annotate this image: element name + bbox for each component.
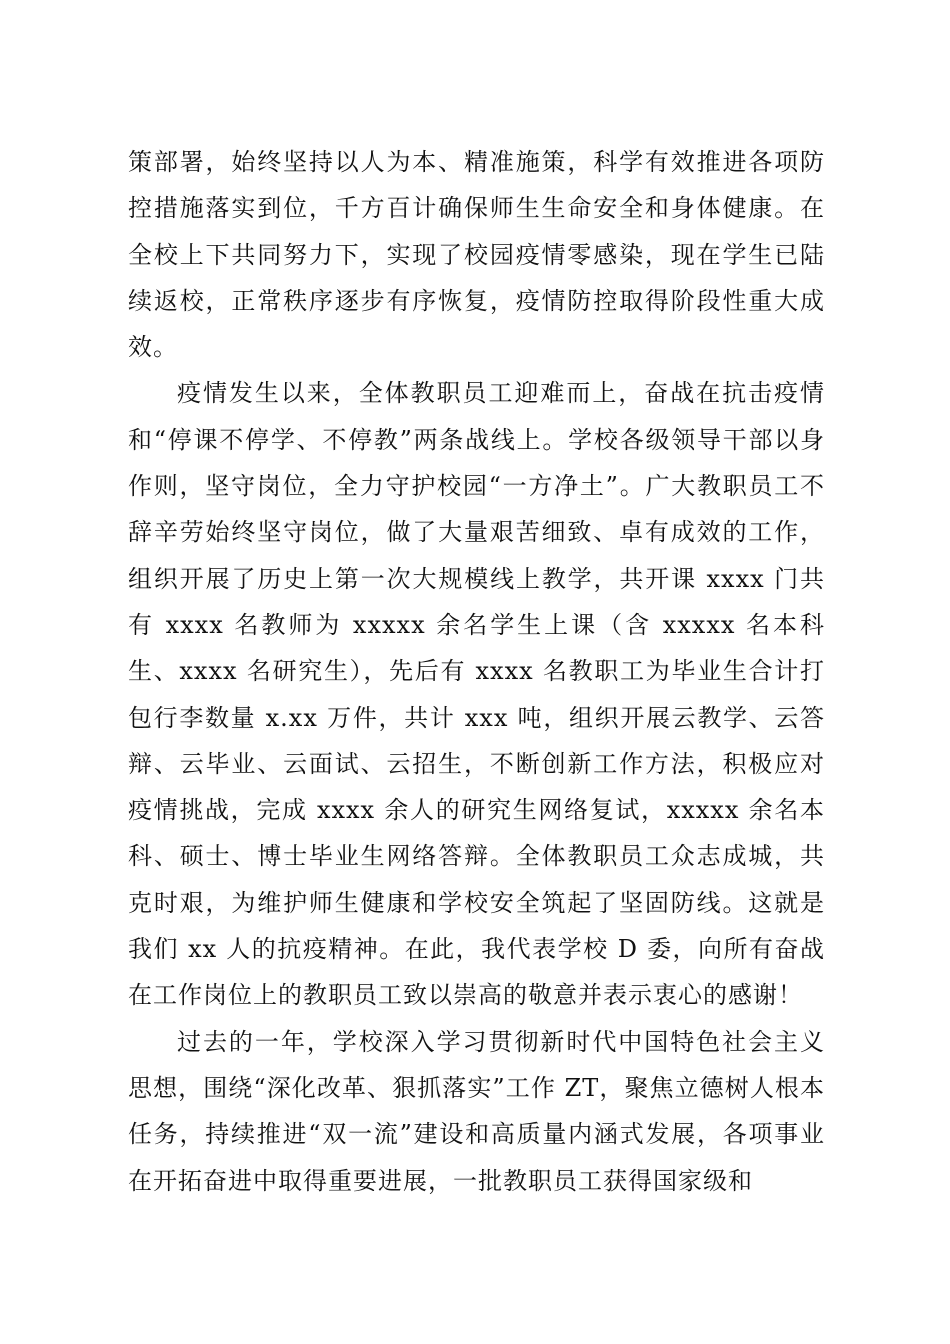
paragraph-continuation: 策部署，始终坚持以人为本、精准施策，科学有效推进各项防控措施落实到位，千方百计确保师生生命安全和身体健康。在全校上下共同努力下，实现了校园疫情零感染，现在学生已陆续返校，正常秩序逐步有序恢复，疫情防控取得阶段性重大成效。 [128, 148, 825, 362]
paragraph-epidemic-response: 疫情发生以来，全体教职员工迎难而上，奋战在抗击疫情和“停课不停学、不停教”两条战线上。学校各级领导干部以身作则，坚守岗位，全力守护校园“一方净土”。广大教职员工不辞辛劳始终坚守岗位，做了大量艰苦细致、卓有成效的工作，组织开展了历史上第一次大规模线上教学，共开课 xxxx 门共有 xxxx 名教师为 xxxxx 余名学生上课（含 xxxxx 名本科生、xxxx 名研究生），先后有 xxxx 名教职工为毕业生合计打包行李数量 x.xx 万件，共计 xxx 吨，组织开展云教学、云答辩、云毕业、云面试、云招生，不断创新工作方法，积极应对疫情挑战，完成 xxxx 余人的研究生网络复试，xxxxx 余名本科、硕士、博士毕业生网络答辩。全体教职员工众志成城，共克时艰，为维护师生健康和学校安全筑起了坚固防线。这就是我们 xx 人的抗疫精神。在此，我代表学校 D 委，向所有奋战在工作岗位上的教职员工致以崇高的敬意并表示衷心的感谢！ [128, 379, 825, 1010]
document-body [128, 139, 825, 1204]
paragraph-past-year: 过去的一年，学校深入学习贯彻新时代中国特色社会主义思想，围绕“深化改革、狠抓落实”工作 ZT，聚焦立德树人根本任务，持续推进“双一流”建设和高质量内涵式发展，各项事业在开拓奋进中取得重要进展，一批教职员工获得国家级和 [128, 1027, 825, 1195]
